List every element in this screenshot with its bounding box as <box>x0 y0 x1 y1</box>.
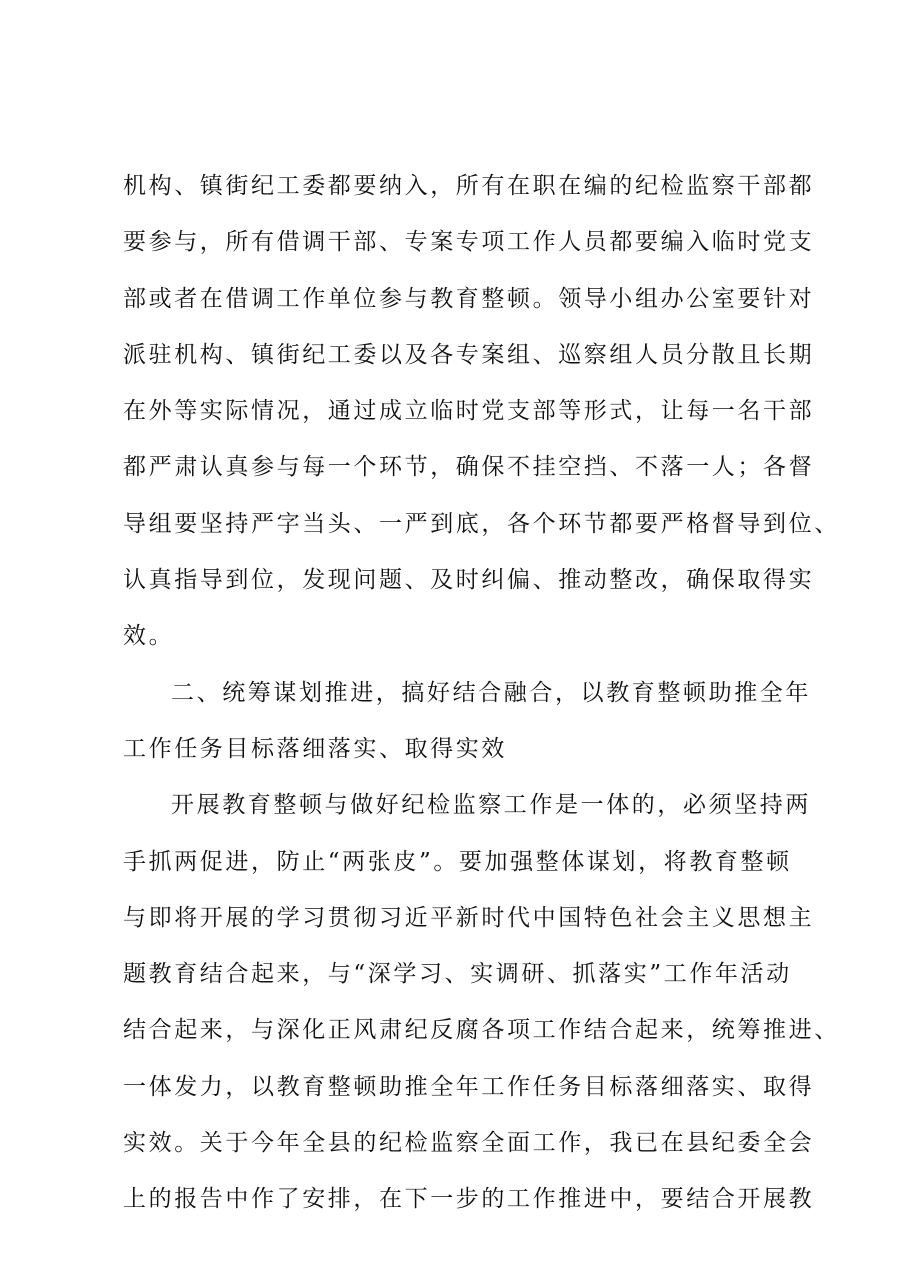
text-line: 都严肃认真参与每一个环节，确保不挂空挡、不落一人；各督 <box>123 454 815 481</box>
text-line: 导组要坚持严字当头、一严到底，各个环节都要严格督导到位、 <box>123 510 840 537</box>
text-line: 手抓两促进，防止“两张皮”。要加强整体谋划，将教育整顿 <box>123 848 792 875</box>
body-text <box>123 158 840 1228</box>
text-line: 题教育结合起来，与“深学习、实调研、抓落实”工作年活动 <box>123 961 792 988</box>
section-heading-line: 工作任务目标落细落实、取得实效 <box>123 735 507 762</box>
text-line: 机构、镇街纪工委都要纳入，所有在职在编的纪检监察干部都 <box>123 173 815 199</box>
text-line: 效。 <box>123 623 175 650</box>
text-line: 上的报告中作了安排，在下一步的工作推进中，要结合开展教 <box>123 1186 815 1213</box>
text-line: 部或者在借调工作单位参与教育整顿。领导小组办公室要针对 <box>123 285 815 312</box>
text-line: 结合起来，与深化正风肃纪反腐各项工作结合起来，统筹推进、 <box>123 1017 840 1044</box>
text-line: 实效。关于今年全县的纪检监察全面工作，我已在县纪委全会 <box>123 1130 815 1157</box>
section-heading-line: 二、统筹谋划推进，搞好结合融合，以教育整顿助推全年 <box>171 679 811 706</box>
text-line: 在外等实际情况，通过成立临时党支部等形式，让每一名干部 <box>123 398 815 425</box>
text-line: 开展教育整顿与做好纪检监察工作是一体的，必须坚持两 <box>171 792 811 819</box>
text-line: 派驻机构、镇街纪工委以及各专案组、巡察组人员分散且长期 <box>123 341 815 368</box>
text-line: 与即将开展的学习贯彻习近平新时代中国特色社会主义思想主 <box>123 904 815 931</box>
text-line: 一体发力，以教育整顿助推全年工作任务目标落细落实、取得 <box>123 1073 815 1100</box>
text-line: 要参与，所有借调干部、专案专项工作人员都要编入临时党支 <box>123 229 815 256</box>
text-line: 认真指导到位，发现问题、及时纠偏、推动整改，确保取得实 <box>123 567 815 594</box>
